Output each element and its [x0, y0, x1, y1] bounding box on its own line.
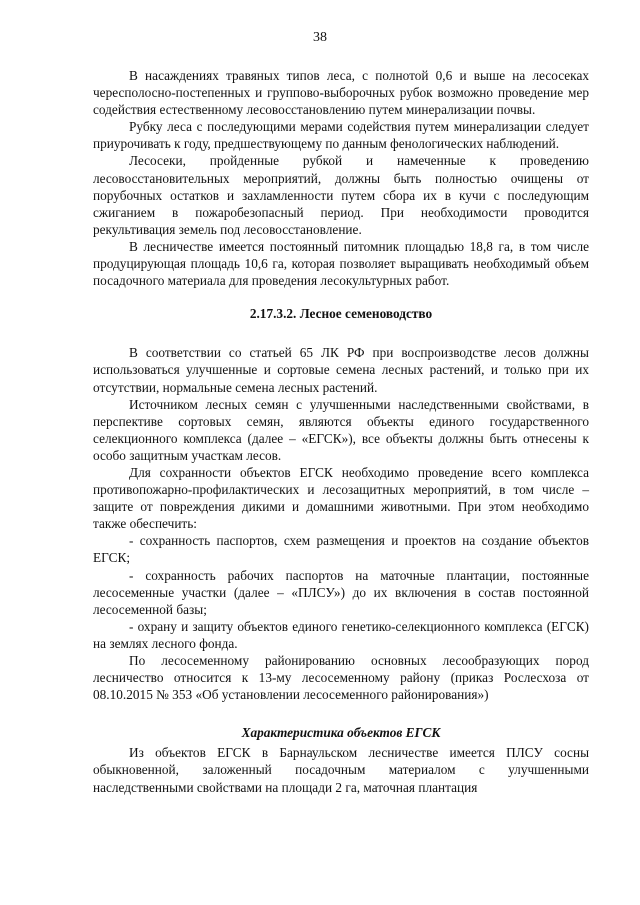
paragraph: Лесосеки, пройденные рубкой и намеченные к проведению лесовосстановительных мероприятий, должны быть полностью очищены от порубочных остатков и захламленности путем сбора их в кучи с последующим сжиганием в пожаробезопасный период. При необходимости проводится рекультивация земель под лесовосстановление.: [93, 153, 589, 237]
list-item: - охрану и защиту объектов единого генетико-селекционного комплекса (ЕГСК) на землях лесного фонда.: [93, 618, 589, 651]
list-item: - сохранность паспортов, схем размещения и проектов на создание объектов ЕГСК;: [93, 533, 589, 566]
subsection-heading: Характеристика объектов ЕГСК: [241, 725, 441, 741]
paragraph: Рубку леса с последующими мерами содействия путем минерализации следует приурочивать к году, предшествующему по данным фенологических наблюдений.: [93, 119, 589, 152]
paragraph: Источником лесных семян с улучшенными наследственными свойствами, в перспективе сортовых семян, являются объекты единого государственного селекционного комплекса (далее – «ЕГСК»), все объекты должны быть отнесены к особо защитным участкам лесов.: [93, 396, 589, 463]
list-item: - сохранность рабочих паспортов на маточные плантации, постоянные лесосеменные участки (далее – «ПЛСУ») до их включения в состав постоянной лесосеменной базы;: [93, 567, 589, 617]
paragraph: В соответствии со статьей 65 ЛК РФ при воспроизводстве лесов должны использоваться улучшенные и сортовые семена лесных растений, и только при их отсутствии, нормальные семена лесных растений.: [93, 345, 589, 395]
page-number: 38: [313, 30, 327, 45]
paragraph: В насаждениях травяных типов леса, с полнотой 0,6 и выше на лесосеках чересполосно-постепенных и группово-выборочных рубок возможно проведение мер содействия естественному лесовосстановлению путем минерализации почвы.: [93, 68, 589, 118]
document-body: [93, 67, 589, 796]
section-heading: 2.17.3.2. Лесное семеноводство: [249, 306, 433, 322]
paragraph: По лесосеменному районированию основных лесообразующих пород лесничество относится к 13-му лесосеменному району (приказ Рослесхоза от 08.10.2015 № 353 «Об установлении лесосеменного районирования»): [93, 653, 589, 703]
paragraph: Для сохранности объектов ЕГСК необходимо проведение всего комплекса противопожарно-профилактических и лесозащитных мероприятий, в том числе – защите от повреждения дикими и домашними животными. При этом необходимо также обеспечить:: [93, 464, 589, 532]
paragraph: Из объектов ЕГСК в Барнаульском лесничестве имеется ПЛСУ сосны обыкновенной, заложенный посадочным материалом с улучшенными наследственными свойствами на площади 2 га, маточная плантация: [93, 745, 589, 795]
paragraph: В лесничестве имеется постоянный питомник площадью 18,8 га, в том числе продуцирующая площадь 10,6 га, которая позволяет выращивать необходимый объем посадочного материала для проведения лесокультурных работ.: [93, 238, 589, 289]
